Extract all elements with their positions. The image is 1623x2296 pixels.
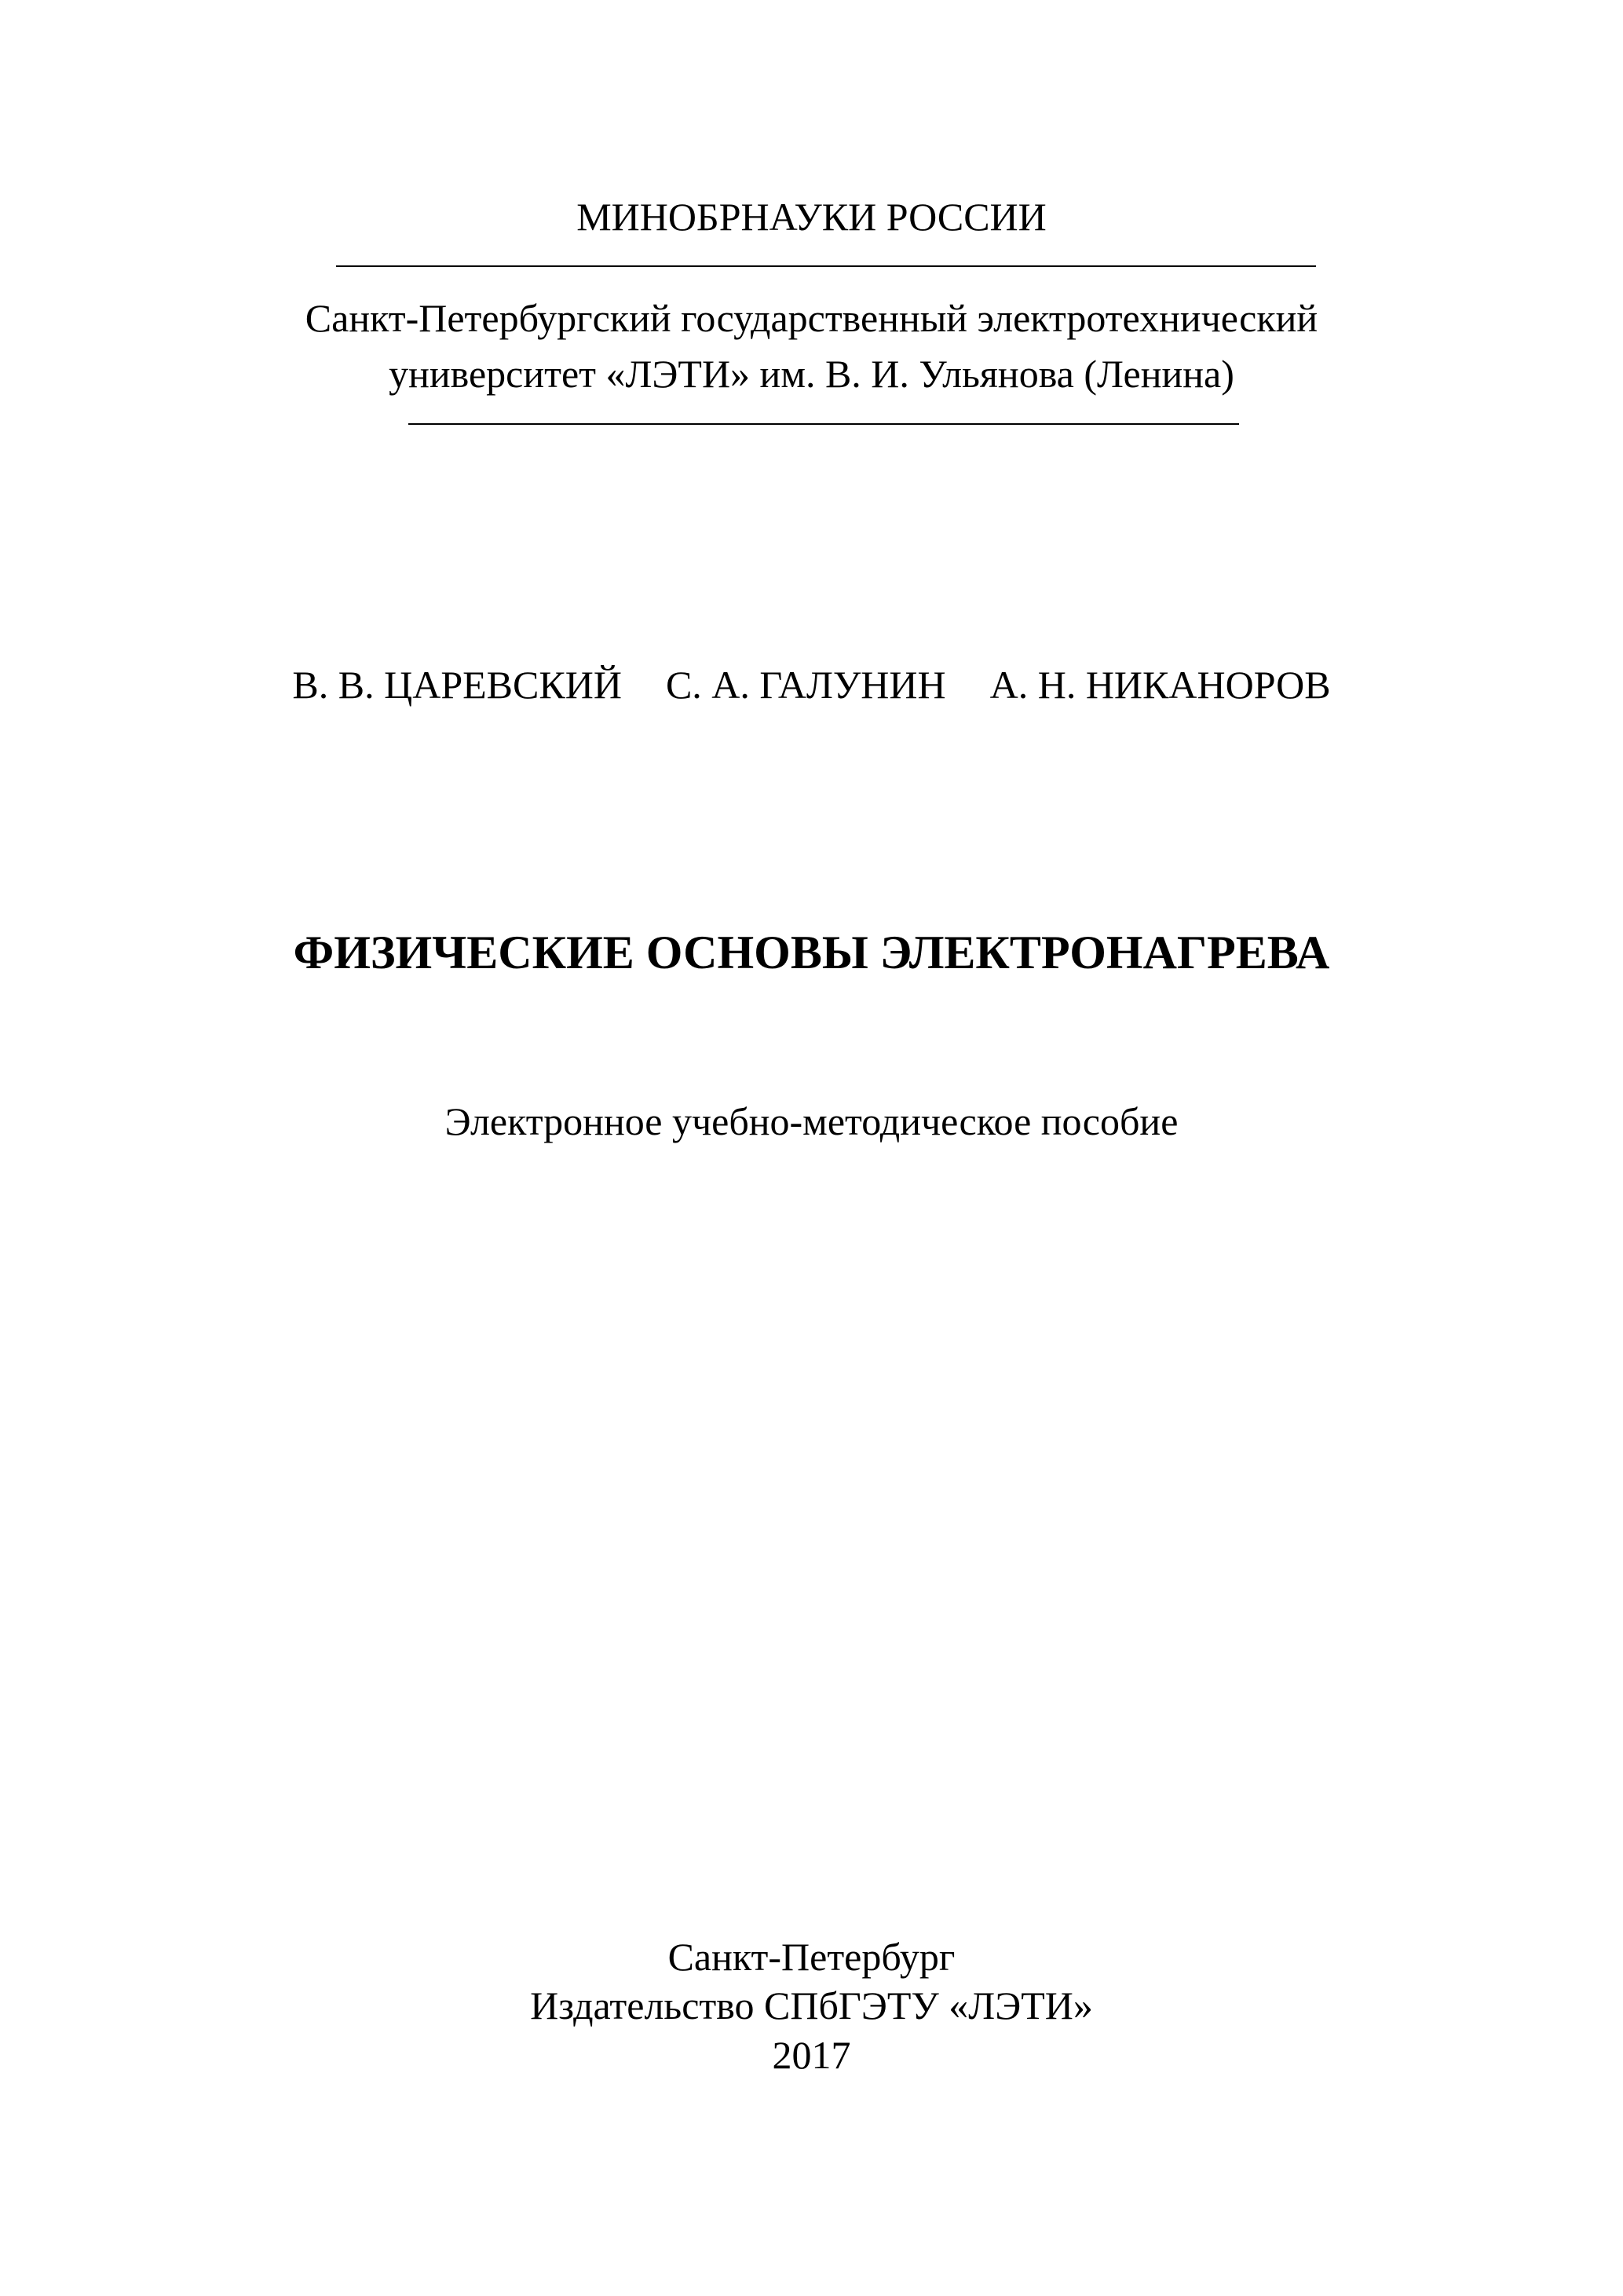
header-divider-bottom bbox=[408, 423, 1239, 425]
authors-list bbox=[0, 661, 1623, 708]
author-name: В. В. ЦАРЕВСКИЙ bbox=[292, 663, 622, 707]
header-divider-top bbox=[336, 265, 1316, 267]
ministry-name: МИНОБРНАУКИ РОССИИ bbox=[576, 195, 1047, 239]
imprint-year: 2017 bbox=[772, 2033, 851, 2077]
author-name: А. Н. НИКАНОРОВ bbox=[989, 663, 1331, 707]
author-name: С. А. ГАЛУНИН bbox=[665, 663, 946, 707]
imprint-city: Санкт-Петербург bbox=[667, 1935, 956, 1979]
university-name-line-1: Санкт-Петербургский государственный электротехнический bbox=[305, 296, 1318, 340]
university-name-line-2: университет «ЛЭТИ» им. В. И. Ульянова (Ленина) bbox=[389, 352, 1234, 396]
imprint-publisher: Издательство СПбГЭТУ «ЛЭТИ» bbox=[530, 1983, 1093, 2027]
document-title: ФИЗИЧЕСКИЕ ОСНОВЫ ЭЛЕКТРОНАГРЕВА bbox=[293, 927, 1330, 978]
document-subtitle: Электронное учебно-методическое пособие bbox=[444, 1099, 1179, 1143]
